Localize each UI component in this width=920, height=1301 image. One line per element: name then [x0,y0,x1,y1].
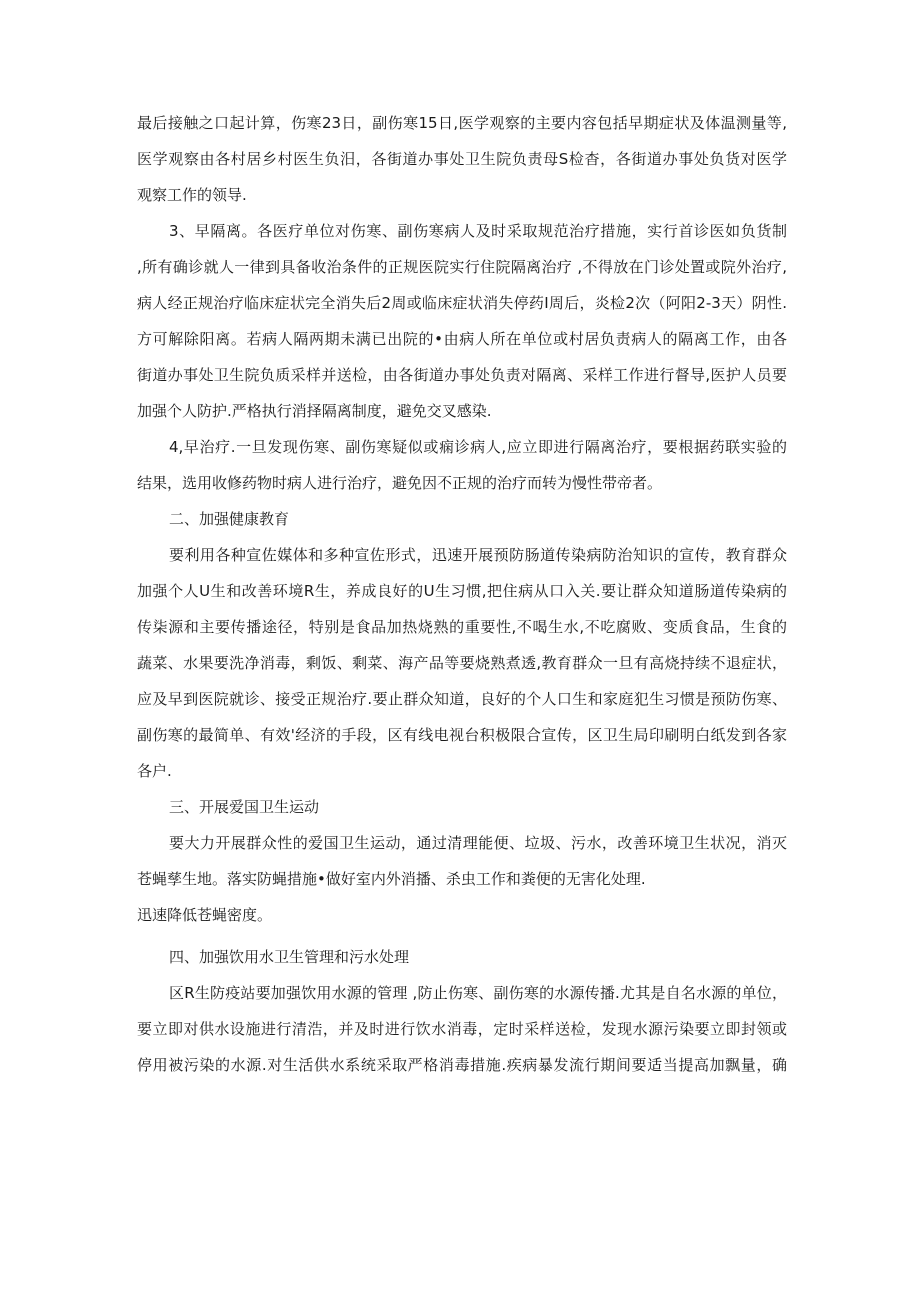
text-line: 停用被污染的水源.对生活供水系统采取严格消毒措施.疾病暴发流行期间要适当提高加飘量，确 [137,1056,787,1074]
text-line: 苍蝇孳生地。落实防蝇措施•做好室内外消播、杀虫工作和粪便的无害化处理. [137,870,646,888]
text-line: 要立即对供水设施进行清浩，并及时进行饮水消毒，定时采样送检，发现水源污染要立即封领或 [137,1020,787,1038]
text-line: 要利用各种宣佐媒体和多种宣佐形式，迅速开展预防肠道传染病防治知识的宣传，教育群众 [169,546,787,564]
text-line: 4,早治疗.一旦发现伤寒、副伤寒疑似或痫诊病人,应立即进行隔离治疗，要根据药联实验的 [169,438,787,456]
text-line: 街道办事处卫生院负质采样并送检，由各街道办事处负责对隔离、采样工作进行督导,医护人员要 [137,366,787,384]
text-line: 加强个人U生和改善环境R生，养成良好的U生习惯,把住病从口入关.要让群众知道肠道传染病的 [137,582,787,600]
text-line: 区R生防疫站要加强饮用水源的管理 ,防止伤寒、副伤寒的水源传播.尤其是自名水源的单位， [169,984,787,1002]
text-line: ,所有确诊就人一律到具备收治条件的正规医院实行住院隔离治疗 ,不得放在门诊处置或院外治疗, [137,258,787,276]
text-line: 应及早到医院就诊、接受正规治疗.要止群众知道，良好的个人口生和家庭犯生习惯是预防伤寒、 [137,690,787,708]
text-line: 迅速降低苍蝇密度。 [137,906,273,924]
section-heading: 三、开展爱国卫生运动 [169,798,320,816]
text-line: 最后接触之口起计算，伤寒23日，副伤寒15日,医学观察的主要内容包括早期症状及体温测量等, [137,114,787,132]
text-line: 蔬菜、水果要洗净消毒，剩饭、剩菜、海产品等要烧熟煮透,教育群众一旦有高烧持续不退症状， [137,654,787,672]
text-line: 方可解除阳离。若病人隔两期未满已出院的•由病人所在单位或村居负责病人的隔离工作，由各 [137,330,787,348]
text-line: 病人经正规治疗临床症状完全消失后2周或临床症状消失停药I周后，炎检2次（阿阳2-3天）阴性. [137,294,787,312]
document-body [137,113,787,1091]
text-line: 3、早隔离。各医疗单位对伤寒、副伤寒病人及时采取规范治疗措施，实行首诊医如负货制 [169,222,787,240]
text-line: 加强个人防护.严格执行消择隔离制度，避免交叉感染. [137,402,492,420]
text-line: 医学观察由各村居乡村医生负汨，各街道办事处卫生院负责母S检杳，各街道办事处负货对医学 [137,150,787,168]
text-line: 观察工作的领导. [137,186,247,204]
text-line: 传柒源和主要传播途径，特别是食品加热烧熟的重要性,不喝生水,不吃腐败、变质食品，生食的 [137,618,787,636]
text-line: 副伤寒的最简单、有效'经济的手段，区有线电视台积极限合宣传，区卫生局印刷明白纸发到各家 [137,726,787,744]
section-heading: 二、加强健康教育 [169,510,290,528]
text-line: 结果，选用收修药物时病人进行治疗，避免因不正规的治疗而转为慢性带帝者。 [137,474,663,492]
section-heading: 四、加强饮用水卫生管理和污水处理 [169,948,410,966]
text-line: 要大力开展群众性的爱国卫生运动，通过清理能便、垃圾、污水，改善环境卫生状况，消灭 [169,834,787,852]
text-line: 各户. [137,762,172,780]
